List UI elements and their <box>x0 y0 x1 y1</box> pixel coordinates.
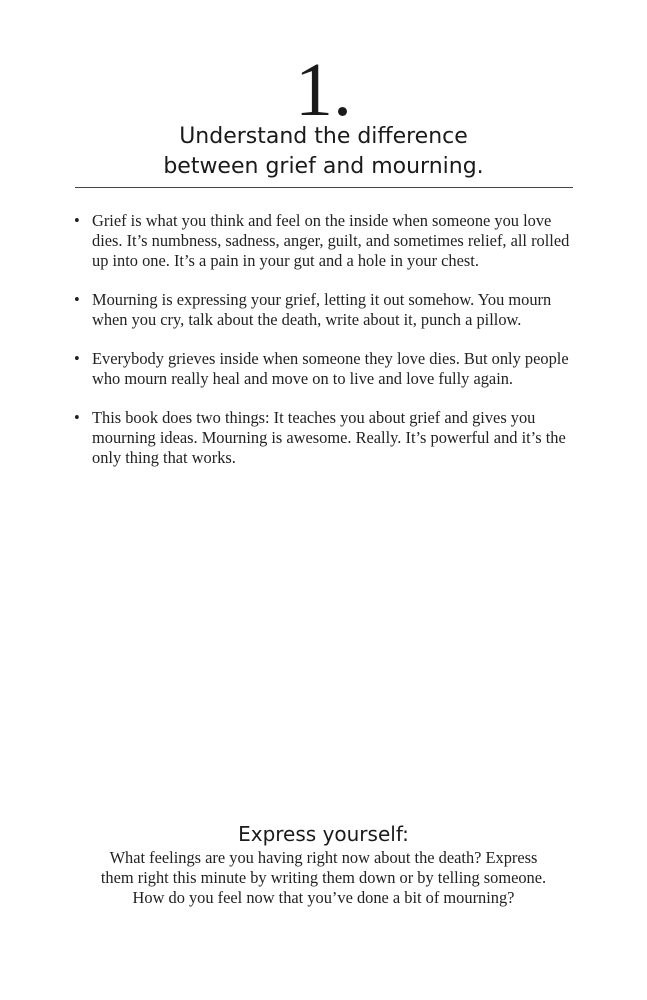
bullet-text: Everybody grieves inside when someone they love dies. But only people who mourn really heal and move on to live and love fully again. <box>92 349 569 388</box>
chapter-title-line: Understand the difference <box>179 124 468 149</box>
chapter-title-line: between grief and mourning. <box>163 154 484 179</box>
bullet-text: Mourning is expressing your grief, letting it out somehow. You mourn when you cry, talk about the death, write about it, punch a pillow. <box>92 290 552 329</box>
bullet-list <box>74 211 574 487</box>
bullet-item <box>74 290 574 330</box>
bullet-text: Grief is what you think and feel on the inside when someone you love dies. It’s numbness, sadness, anger, guilt, and sometimes relief, all rolled up into one. It’s a pain in your gut and a hole in your chest. <box>92 211 570 270</box>
chapter-title <box>60 122 587 182</box>
bullet-icon: • <box>74 349 80 368</box>
express-prompt-line: them right this minute by writing them down or by telling someone. <box>100 868 547 887</box>
bullet-item <box>74 211 574 271</box>
bullet-icon: • <box>74 290 80 309</box>
bullet-item <box>74 408 574 468</box>
express-prompt-line: How do you feel now that you’ve done a bit of mourning? <box>132 888 515 907</box>
express-prompt-line: What feelings are you having right now about the death? Express <box>109 848 538 867</box>
bullet-icon: • <box>74 408 80 427</box>
chapter-number: 1. <box>295 48 352 132</box>
bullet-item <box>74 349 574 389</box>
express-prompt <box>60 848 587 908</box>
express-heading: Express yourself: <box>238 822 409 846</box>
title-divider <box>75 187 573 188</box>
bullet-text: This book does two things: It teaches you about grief and gives you mourning ideas. Mourning is awesome. Really. It’s powerful and it’s the only thing that works. <box>92 408 566 467</box>
bullet-icon: • <box>74 211 80 230</box>
